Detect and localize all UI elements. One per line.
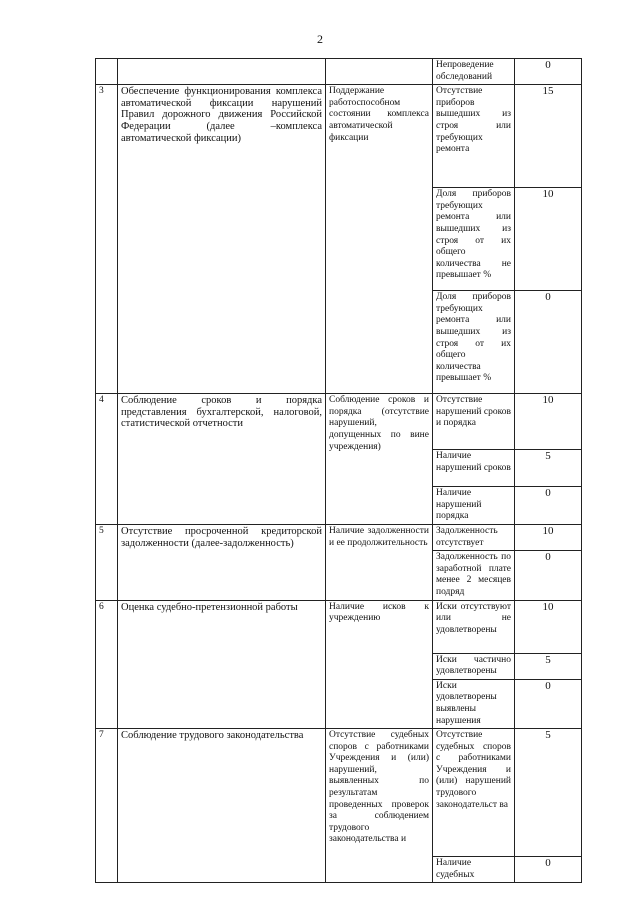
points-cell: 0 [515,679,582,728]
condition-cell: Наличие нарушений сроков [433,450,515,487]
criterion-cell: Отсутствие просроченной кредиторской задолженности (далее-задолженность) [118,524,326,600]
indicator-cell: Отсутствие судебных споров с работниками Учреждения и (или) нарушений, выявленных по результатам проведенных проверок за соблюдением трудового законодательства и [326,729,433,883]
condition-cell: Задолженность по заработной плате менее 2 месяцев подряд [433,551,515,600]
table-row [96,59,582,85]
table-row [96,85,582,188]
condition-cell: Задолженность отсутствует [433,524,515,550]
points-cell: 0 [515,59,582,85]
condition-cell: Отсутствие приборов вышедших из строя или требующих ремонта [433,85,515,188]
criterion-cell: Соблюдение сроков и порядка представления бухгалтерской, налоговой, статистической отчетности [118,394,326,525]
condition-cell: Отсутствие судебных споров с работниками Учреждения и (или) нарушений трудового законодательст ва [433,729,515,857]
criterion-cell: Оценка судебно-претензионной работы [118,600,326,729]
points-cell: 10 [515,394,582,450]
points-cell: 5 [515,450,582,487]
points-cell: 0 [515,487,582,525]
table-row [96,729,582,857]
condition-cell: Наличие нарушений порядка [433,487,515,525]
points-cell: 5 [515,729,582,857]
points-cell: 10 [515,524,582,550]
row-number [96,59,118,85]
row-number: 7 [96,729,118,883]
indicator-cell: Наличие задолженности и ее продолжительность [326,524,433,600]
condition-cell: Наличие судебных [433,857,515,883]
condition-cell: Отсутствие нарушений сроков и порядка [433,394,515,450]
points-cell: 5 [515,653,582,679]
criterion-cell [118,59,326,85]
row-number: 6 [96,600,118,729]
points-cell: 10 [515,600,582,653]
condition-cell: Иски отсутствуют или не удовлетворены [433,600,515,653]
points-cell: 0 [515,551,582,600]
points-cell: 0 [515,291,582,394]
criterion-cell: Соблюдение трудового законодательства [118,729,326,883]
table-row [96,394,582,450]
table-row [96,524,582,550]
row-number: 4 [96,394,118,525]
row-number: 5 [96,524,118,600]
criteria-table [95,58,582,883]
indicator-cell: Соблюдение сроков и порядка (отсутствие нарушений, допущенных по вине учреждения) [326,394,433,525]
page-number: 2 [317,32,323,46]
condition-cell: Доля приборов требующих ремонта или вышедших из строя от их общего количества превышает % [433,291,515,394]
indicator-cell: Наличие исков к учреждению [326,600,433,729]
criterion-cell: Обеспечение функционирования комплекса автоматической фиксации нарушений Правил дорожного движения Российской Федерации (далее –комплекса автоматической фиксации) [118,85,326,394]
indicator-cell [326,59,433,85]
points-cell: 10 [515,188,582,291]
table-row [96,600,582,653]
points-cell: 0 [515,857,582,883]
indicator-cell: Поддержание работоспособном состоянии комплекса автоматической фиксации [326,85,433,394]
row-number: 3 [96,85,118,394]
condition-cell: Непроведение обследований [433,59,515,85]
condition-cell: Доля приборов требующих ремонта или вышедших из строя от их общего количества не превышает % [433,188,515,291]
condition-cell: Иски частично удовлетворены [433,653,515,679]
condition-cell: Иски удовлетворены выявлены нарушения [433,679,515,728]
points-cell: 15 [515,85,582,188]
